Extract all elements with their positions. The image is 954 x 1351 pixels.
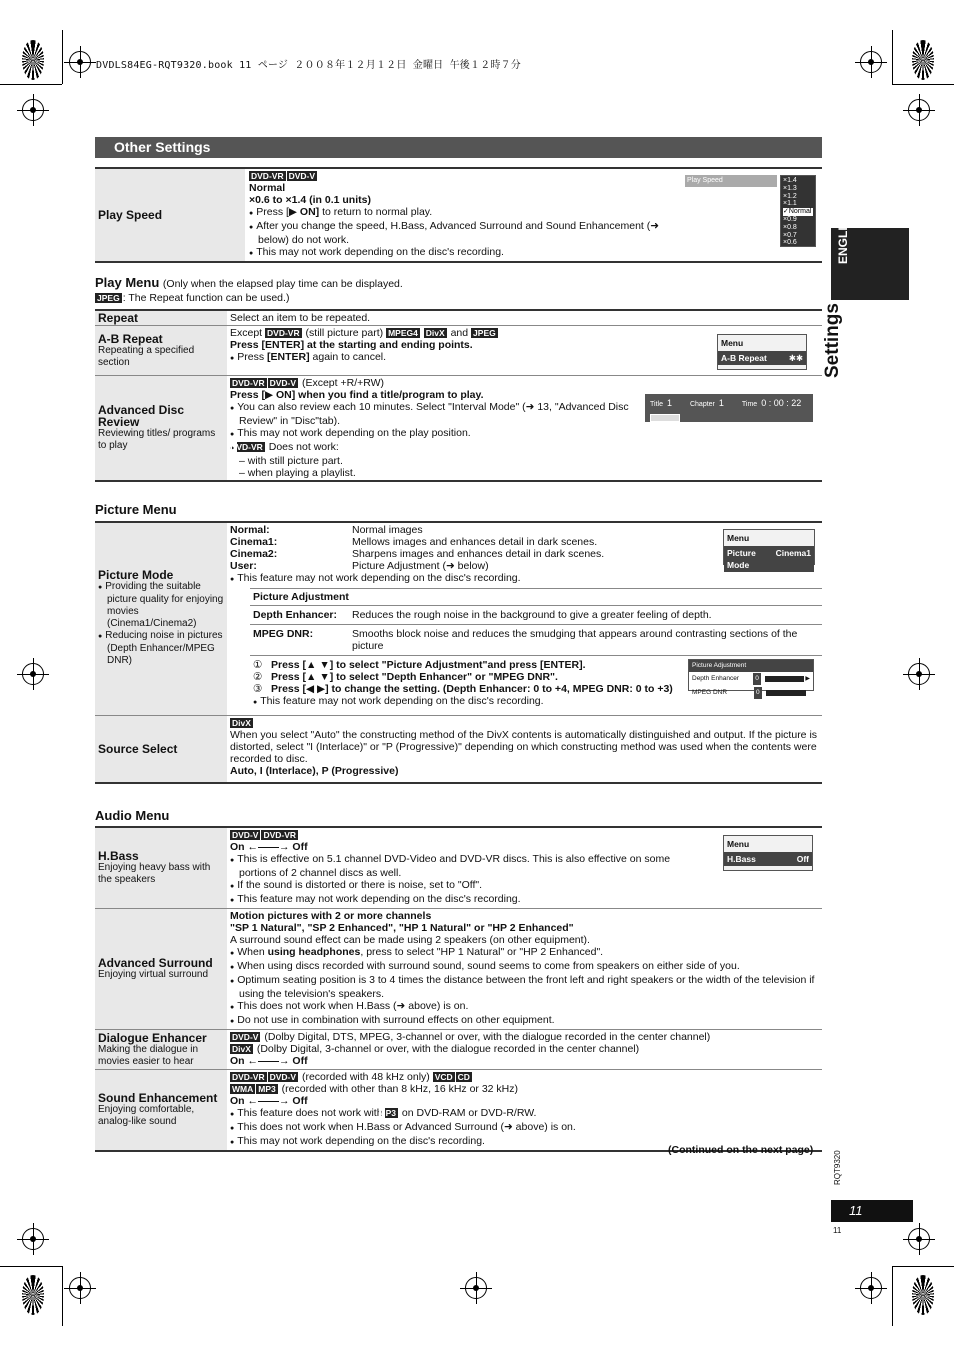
registration-mark xyxy=(465,1277,487,1299)
language-label: ENGLISH xyxy=(836,210,850,264)
registration-mark xyxy=(69,51,91,73)
color-bar-mark xyxy=(912,40,934,80)
picture-mode-row: Cinema2: Sharpens images and enhances detail in dark scenes. xyxy=(230,548,605,560)
hbass-osd: Menu H.Bass Off xyxy=(723,835,813,871)
continued-note: (Continued on the next page) xyxy=(668,1144,814,1156)
registration-mark xyxy=(22,99,44,121)
picture-menu-table: Picture Mode ● Providing the suitable picture quality for enjoying movies (Cinema1/Cinema2) ● Reducing noise in pictures (Depth Enhancer/MPEG DNR) Normal: Normal images Cinema1: Mellows images and enhances detail in dark scenes. Cinema2: Sharpens images and enhances detail in dark scenes. User: Picture Adjustment (➜ below) ● This feature may not work depending on the disc's recording. Picture Adjustment Depth Enhancer: Reduces the rough noise in the background to give a greater feeling of depth. MPEG DNR: Smooths block noise and reduces the smudging that appears around contrasting sections of the picture ① Press [▲ ▼] to select "Picture Adjustment"and press [ENTER]. ② Press [▲ ▼] to select "Depth Enhancer" or "MPEG DNR". ③ Press [◀ ▶] to change the setting. (Depth Enhancer: 0 to +4, MPEG DNR: 0 to +3) ● This feature may not work depending on the disc's recording. Menu Picture Mode Cinema1 Picture Adjustment Depth Enhancer 0 ▶ MPEG DNR 0 Source Select DivX When you select "Auto" the constructing method of the DivX contents is automatically distinguished and output. If the picture is distorted, select "I (Interlace)" or "P (Progressive)" depending on which constructing method was used when the contents were recorded to disc. Auto, I (Interlace), P (Progressive) xyxy=(95,521,822,784)
picture-menu-heading: Picture Menu xyxy=(95,502,177,517)
audio-menu-table: H.Bass Enjoying heavy bass with the speakers DVD-V DVD-VR On ←——→ Off ● This is effective on 5.1 channel DVD-Video and DVD-VR discs. This is also effective on some portions of 2 channel discs as well. ● If the sound is distorted or there is noise, set to "Off". ● This feature may not work depending on the disc's recording. Menu H.Bass Off Advanced Surround Enjoying virtual surround Motion pictures with 2 or more channels "SP 1 Natural", "SP 2 Enhanced", "HP 1 Natural" or "HP 2 Enhanced" A surround sound effect can be made using 2 speakers (on other equipment). ● When using headphones, press to select "HP 1 Natural" or "HP 2 Enhanced". ● When using discs recorded with surround sound, sound seems to come from speakers on either side of you. ● Optimum seating position is 3 to 4 times the distance between the front left and right speakers or the width of the television if using the television's speakers. ● This does not work when H.Bass (➜ above) is on. ● Do not use in combination with surround effects on other equipment. Dialogue Enhancer Making the dialogue in movies easier to hear DVD-V (Dolby Digital, DTS, MPEG, 3-channel or over, with the dialogue recorded in the center channel) DivX (Dolby Digital, 3-channel or over, with the dialogue recorded in the center channel) On ←——→ Off Sound Enhancement Enjoying comfortable, analog-like sound DVD-VR DVD-V (recorded with 48 kHz only) VCD CD WMA MP3 (recorded with other than 8 kHz, 16 kHz or 32 kHz) On ←——→ Off ● This feature does not work with MP3 on DVD-RAM or DVD-R/RW. ● This does not work when H.Bass or Advanced Surround (➜ above) is on. ● This may not work depending on the disc's recording. xyxy=(95,826,822,1152)
picture-adjustment-osd: Picture Adjustment Depth Enhancer 0 ▶ MPEG DNR 0 xyxy=(688,659,814,691)
registration-mark xyxy=(908,99,930,121)
registration-mark xyxy=(22,663,44,685)
page-number: 11 xyxy=(831,1200,913,1222)
speed-option: ×1.2 xyxy=(783,192,797,200)
play-speed-value-list xyxy=(780,175,816,247)
speed-option: ×1.3 xyxy=(783,184,797,192)
registration-mark xyxy=(860,51,882,73)
speed-option: ×0.7 xyxy=(783,231,797,239)
speed-option: ×0.9 xyxy=(783,215,797,223)
badge: DVD-V xyxy=(288,171,316,181)
color-bar-mark xyxy=(22,1275,44,1315)
section-header-other-settings: Other Settings xyxy=(95,137,822,158)
speed-option: ×0.8 xyxy=(783,223,797,231)
registration-mark xyxy=(908,663,930,685)
language-tab xyxy=(831,210,909,300)
play-speed-label: Play Speed xyxy=(95,168,245,262)
picture-mode-row: Cinema1: Mellows images and enhances detail in dark scenes. xyxy=(230,536,598,548)
play-speed-table: Play Speed DVD-VR DVD-V Normal ×0.6 to ×1.4 (in 0.1 units) ● Press [▶ ON] to return to normal play. ● After you change the speed, H.Bass, Advanced Surround and Sound Enhancement (➜ below) do not work. ● This may not work depending on the disc's recording. Play Speed ×1.4 ×1.3 ×1.2 ×1.1 ✓Normal ×0.9 ×0.8 ×0.7 ×0.6 xyxy=(95,167,822,263)
ab-repeat-osd: Menu A-B Repeat ✱✱ xyxy=(717,334,807,370)
speed-option: ×1.1 xyxy=(783,200,797,208)
play-menu-note: JPEG : The Repeat function can be used.) xyxy=(97,292,290,304)
print-header: DVDLS84EG-RQT9320.book 11 ページ ２００８年１２月１２日 金曜日 午後１２時７分 xyxy=(96,60,521,71)
badge: DVD-VR xyxy=(251,171,284,181)
mpeg-dnr-level-bar xyxy=(766,690,806,696)
speed-option: ×0.6 xyxy=(783,239,797,247)
model-code: RQT9320 xyxy=(833,1150,842,1185)
picture-mode-row: User: Picture Adjustment (➜ below) xyxy=(230,560,489,572)
color-bar-mark xyxy=(912,1275,934,1315)
play-speed-osd: Play Speed xyxy=(685,175,777,187)
color-bar-mark xyxy=(22,40,44,80)
registration-mark xyxy=(908,1228,930,1250)
depth-enhancer-level-bar xyxy=(765,676,805,682)
picture-mode-osd: Menu Picture Mode Cinema1 xyxy=(723,529,815,565)
speed-option: ✓Normal xyxy=(783,208,812,216)
play-menu-table: Repeat Select an item to be repeated. A-B Repeat Repeating a specified section Except DVD-VR (still picture part) MPEG4 DivX and JPEG Press [ENTER] at the starting and ending points. ● Press [ENTER] again to cancel. Menu A-B Repeat ✱✱ Advanced Disc Review Reviewing titles/ programs to play DVD-VR DVD-V (Except +R/+RW) Press [▶ ON] when you find a title/program to play. ● You can also review each 10 minutes. Select "Interval Mode" (➜ 13, "Advanced Disc Review" in "Disc"tab). ● This may not work depending on the play position. ● DVD-VR Does not work: – with still picture part. – when playing a playlist. Title 1 Chapter 1 Time 0 : 00 : 22 xyxy=(95,309,822,482)
speed-option: ×1.4 xyxy=(783,177,797,184)
play-menu-heading: Play Menu (Only when the elapsed play time can be displayed. xyxy=(95,275,403,290)
registration-mark xyxy=(860,1277,882,1299)
page-number-small: 11 xyxy=(833,1226,842,1235)
chapter-label: Settings xyxy=(822,303,843,378)
registration-mark xyxy=(22,1228,44,1250)
picture-mode-row: Normal: Normal images xyxy=(230,524,423,536)
registration-mark xyxy=(69,1277,91,1299)
disc-review-osd: Title 1 Chapter 1 Time 0 : 00 : 22 xyxy=(645,394,813,422)
audio-menu-heading: Audio Menu xyxy=(95,808,170,823)
